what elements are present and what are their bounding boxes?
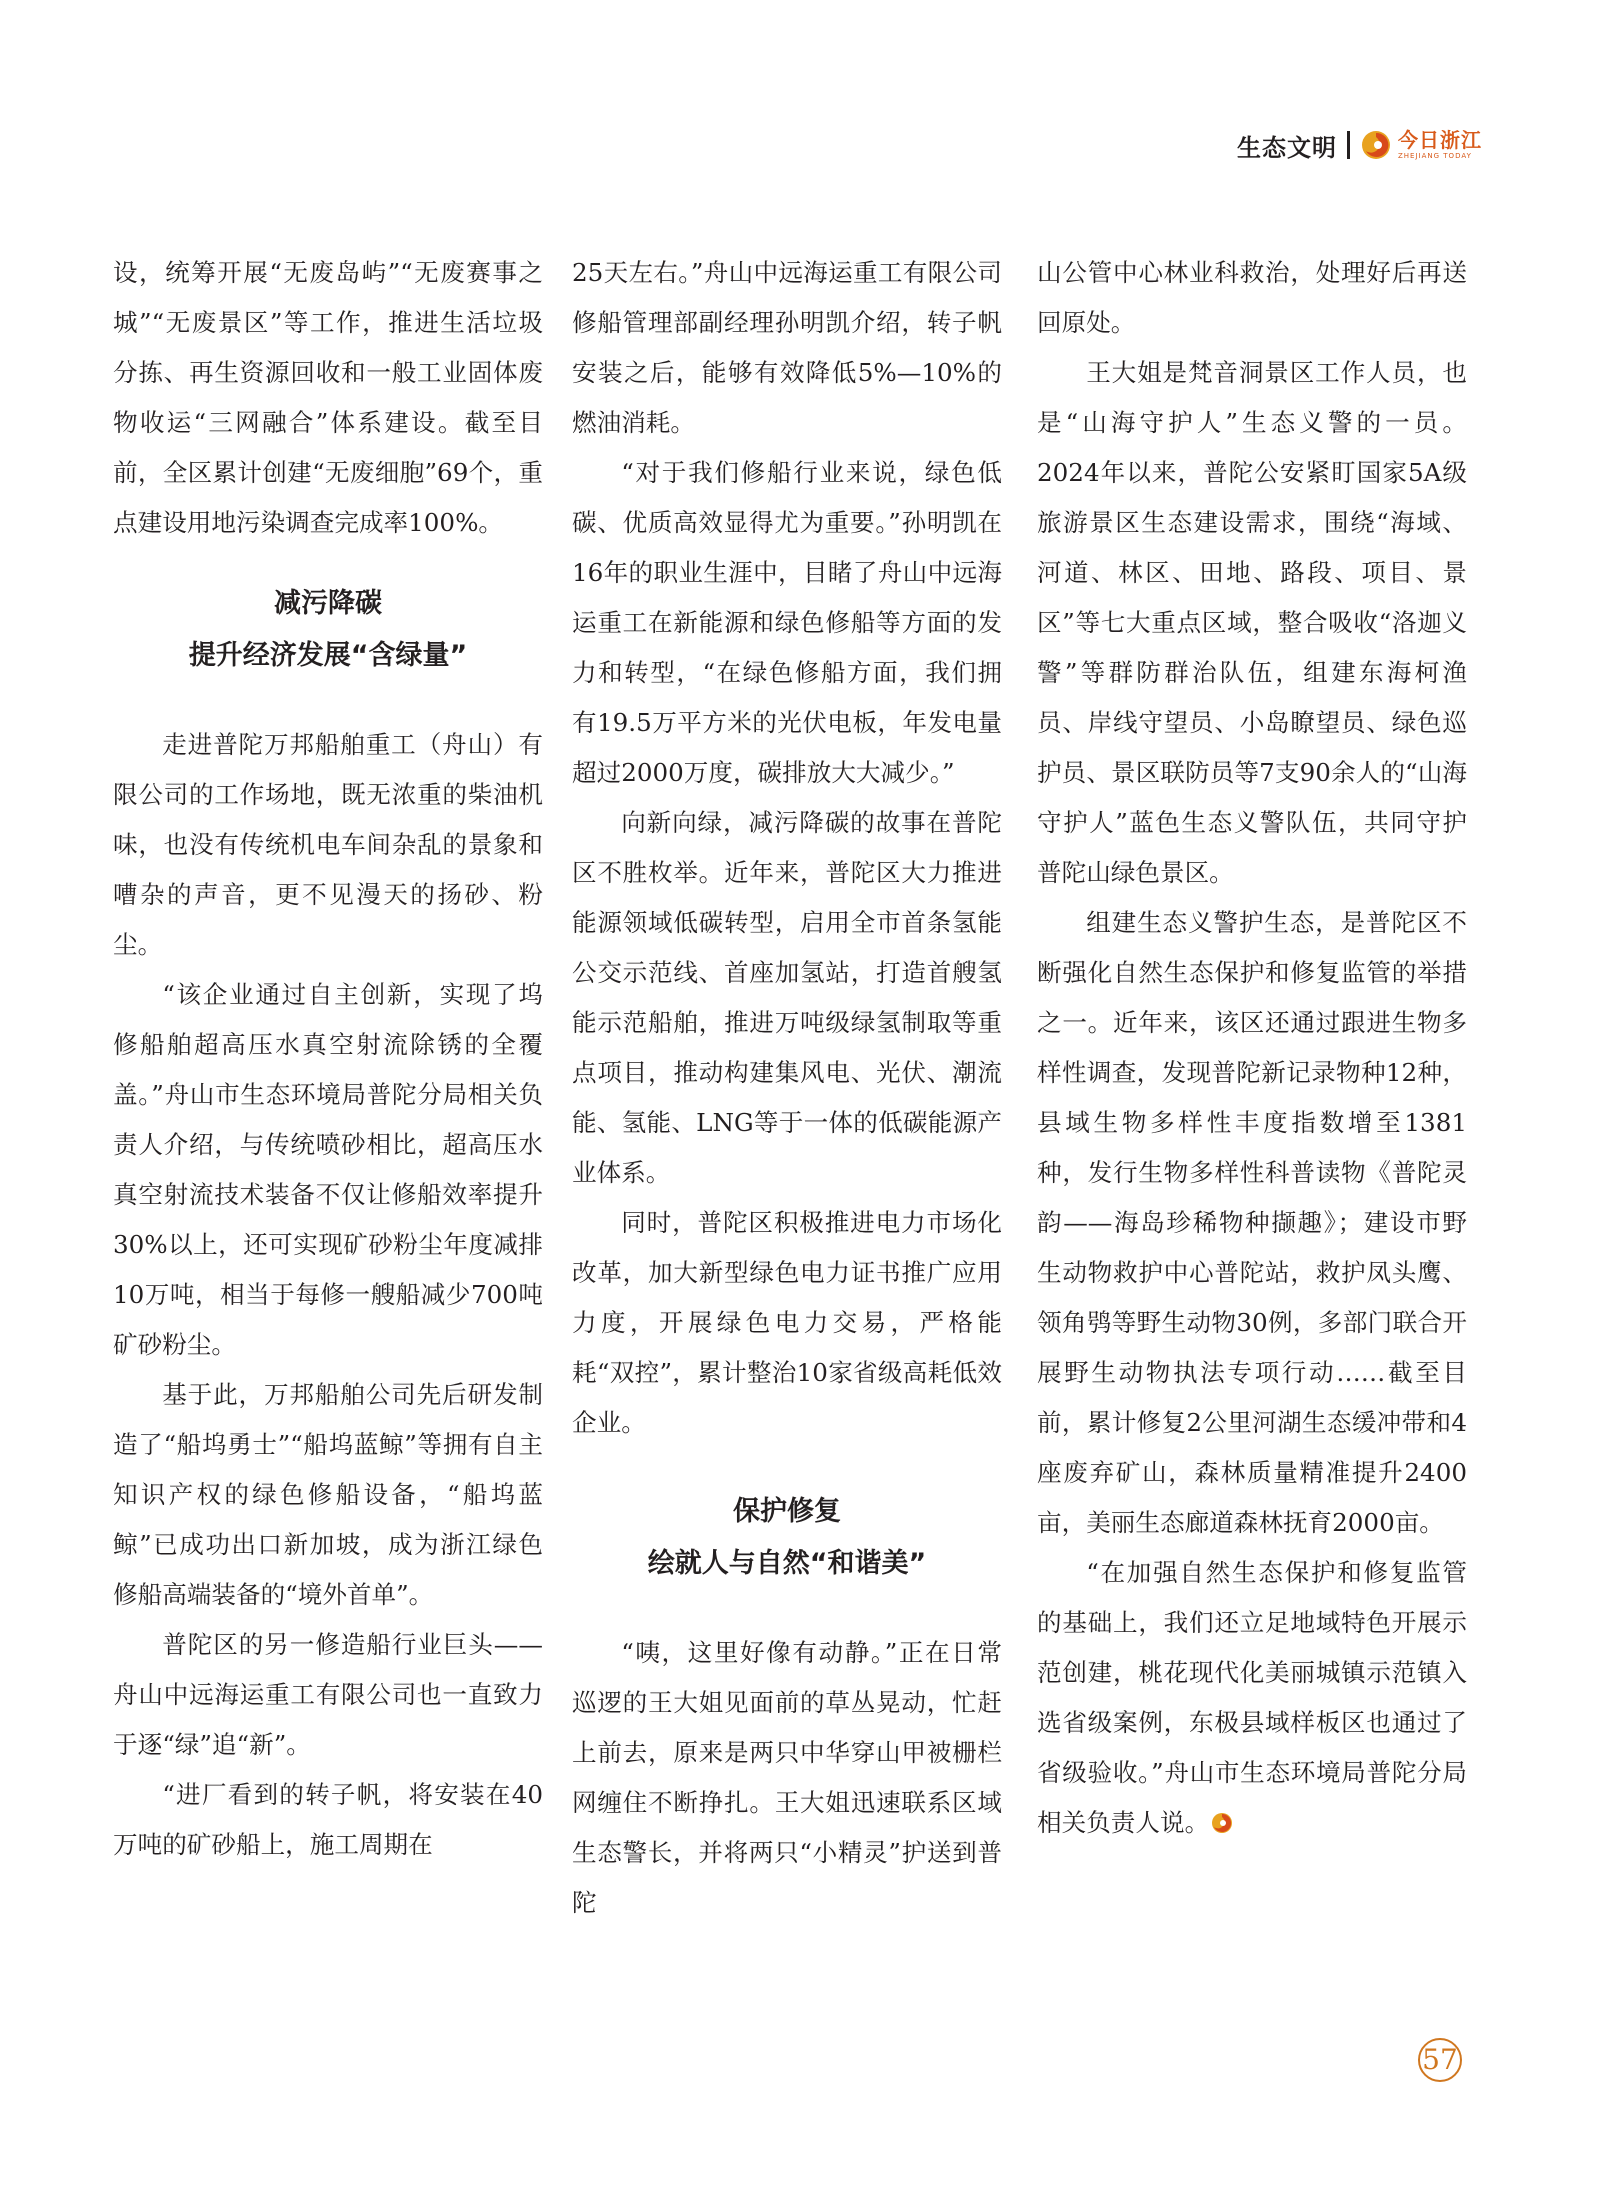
column-1 (113, 248, 543, 1870)
paragraph: 组建生态义警护生态，是普陀区不断强化自然生态保护和修复监管的举措之一。近年来，该区还通过跟进生物多样性调查，发现普陀新记录物种12种，县域生物多样性丰度指数增至1381种，发行生物多样性科普读物《普陀灵韵——海岛珍稀物种撷趣》；建设市野生动物救护中心普陀站，救护凤头鹰、领角鸮等野生动物30例，多部门联合开展野生动物执法专项行动……截至目前，累计修复2公里河湖生态缓冲带和4座废弃矿山，森林质量精准提升2400亩，美丽生态廊道森林抚育2000亩。 (1037, 908, 1467, 1537)
paragraph: 基于此，万邦船舶公司先后研发制造了“船坞勇士”“船坞蓝鲸”等拥有自主知识产权的绿色修船设备，“船坞蓝鲸”已成功出口新加坡，成为浙江绿色修船高端装备的“境外首单”。 (113, 1380, 543, 1609)
paragraph: 设，统筹开展“无废岛屿”“无废赛事之城”“无废景区”等工作，推进生活垃圾分拣、再生资源回收和一般工业固体废物收运“三网融合”体系建设。截至目前，全区累计创建“无废细胞”69个，重点建设用地污染调查完成率100%。 (113, 258, 543, 537)
article-end-icon (1211, 1812, 1233, 1834)
column-2 (572, 248, 1002, 1928)
subheading-2-line-1: 保护修复 (733, 1496, 841, 1527)
paragraph-final (1037, 1548, 1467, 1848)
header-divider (1347, 131, 1350, 159)
paragraph: “进厂看到的转子帆，将安装在40万吨的矿砂船上，施工周期在 (113, 1780, 543, 1859)
paragraph: 走进普陀万邦船舶重工（舟山）有限公司的工作场地，既无浓重的柴油机味，也没有传统机电车间杂乱的景象和嘈杂的声音，更不见漫天的扬砂、粉尘。 (113, 730, 543, 959)
paragraph: 普陀区的另一修造船行业巨头——舟山中远海运重工有限公司也一直致力于逐“绿”追“新”。 (113, 1630, 543, 1759)
page-number: 57 (1418, 2038, 1462, 2082)
paragraph: 同时，普陀区积极推进电力市场化改革，加大新型绿色电力证书推广应用力度，开展绿色电力交易，严格能耗“双控”，累计整治10家省级高耗低效企业。 (572, 1208, 1002, 1437)
logo-chinese-text: 今日浙江 (1398, 128, 1482, 152)
logo-swirl-icon (1360, 129, 1392, 161)
subheading-2-line-2: 绘就人与自然“和谐美” (647, 1548, 927, 1579)
magazine-logo (1360, 129, 1482, 161)
paragraph: “咦，这里好像有动静。”正在日常巡逻的王大姐见面前的草丛晃动，忙赶上前去，原来是两只中华穿山甲被栅栏网缠住不断挣扎。王大姐迅速联系区域生态警长，并将两只“小精灵”护送到普陀 (572, 1638, 1002, 1917)
paragraph-final-text: “在加强自然生态保护和修复监管的基础上，我们还立足地域特色开展示范创建，桃花现代化美丽城镇示范镇入选省级案例，东极县域样板区也通过了省级验收。”舟山市生态环境局普陀分局相关负责人说。 (1037, 1558, 1467, 1837)
paragraph: “对于我们修船行业来说，绿色低碳、优质高效显得尤为重要。”孙明凯在16年的职业生涯中，目睹了舟山中远海运重工在新能源和绿色修船等方面的发力和转型，“在绿色修船方面，我们拥有19.5万平方米的光伏电板，年发电量超过2000万度，碳排放大大减少。” (572, 458, 1002, 787)
column-3 (1037, 248, 1467, 1848)
logo-english-text: ZHEJIANG TODAY (1398, 152, 1472, 160)
page-header (1237, 120, 1482, 170)
paragraph: 山公管中心林业科救治，处理好后再送回原处。 (1037, 258, 1467, 337)
paragraph: 25天左右。”舟山中远海运重工有限公司修船管理部副经理孙明凯介绍，转子帆安装之后，能够有效降低5%—10%的燃油消耗。 (572, 258, 1002, 437)
paragraph: “该企业通过自主创新，实现了坞修船舶超高压水真空射流除锈的全覆盖。”舟山市生态环境局普陀分局相关负责人介绍，与传统喷砂相比，超高压水真空射流技术装备不仅让修船效率提升30%以上，还可实现矿砂粉尘年度减排10万吨，相当于每修一艘船减少700吨矿砂粉尘。 (113, 980, 543, 1359)
paragraph: 王大姐是梵音洞景区工作人员，也是“山海守护人”生态义警的一员。2024年以来，普陀公安紧盯国家5A级旅游景区生态建设需求，围绕“海域、河道、林区、田地、路段、项目、景区”等七大重点区域，整合吸收“洛迦义警”等群防群治队伍，组建东海柯渔员、岸线守望员、小岛瞭望员、绿色巡护员、景区联防员等7支90余人的“山海守护人”蓝色生态义警队伍，共同守护普陀山绿色景区。 (1037, 358, 1467, 887)
subheading-1-line-2: 提升经济发展“含绿量” (188, 640, 468, 671)
subheading-1-line-1: 减污降碳 (274, 588, 382, 619)
section-label: 生态文明 (1237, 133, 1337, 162)
paragraph: 向新向绿，减污降碳的故事在普陀区不胜枚举。近年来，普陀区大力推进能源领域低碳转型，启用全市首条氢能公交示范线、首座加氢站，打造首艘氢能示范船舶，推进万吨级绿氢制取等重点项目，推动构建集风电、光伏、潮流能、氢能、LNG等于一体的低碳能源产业体系。 (572, 808, 1002, 1187)
